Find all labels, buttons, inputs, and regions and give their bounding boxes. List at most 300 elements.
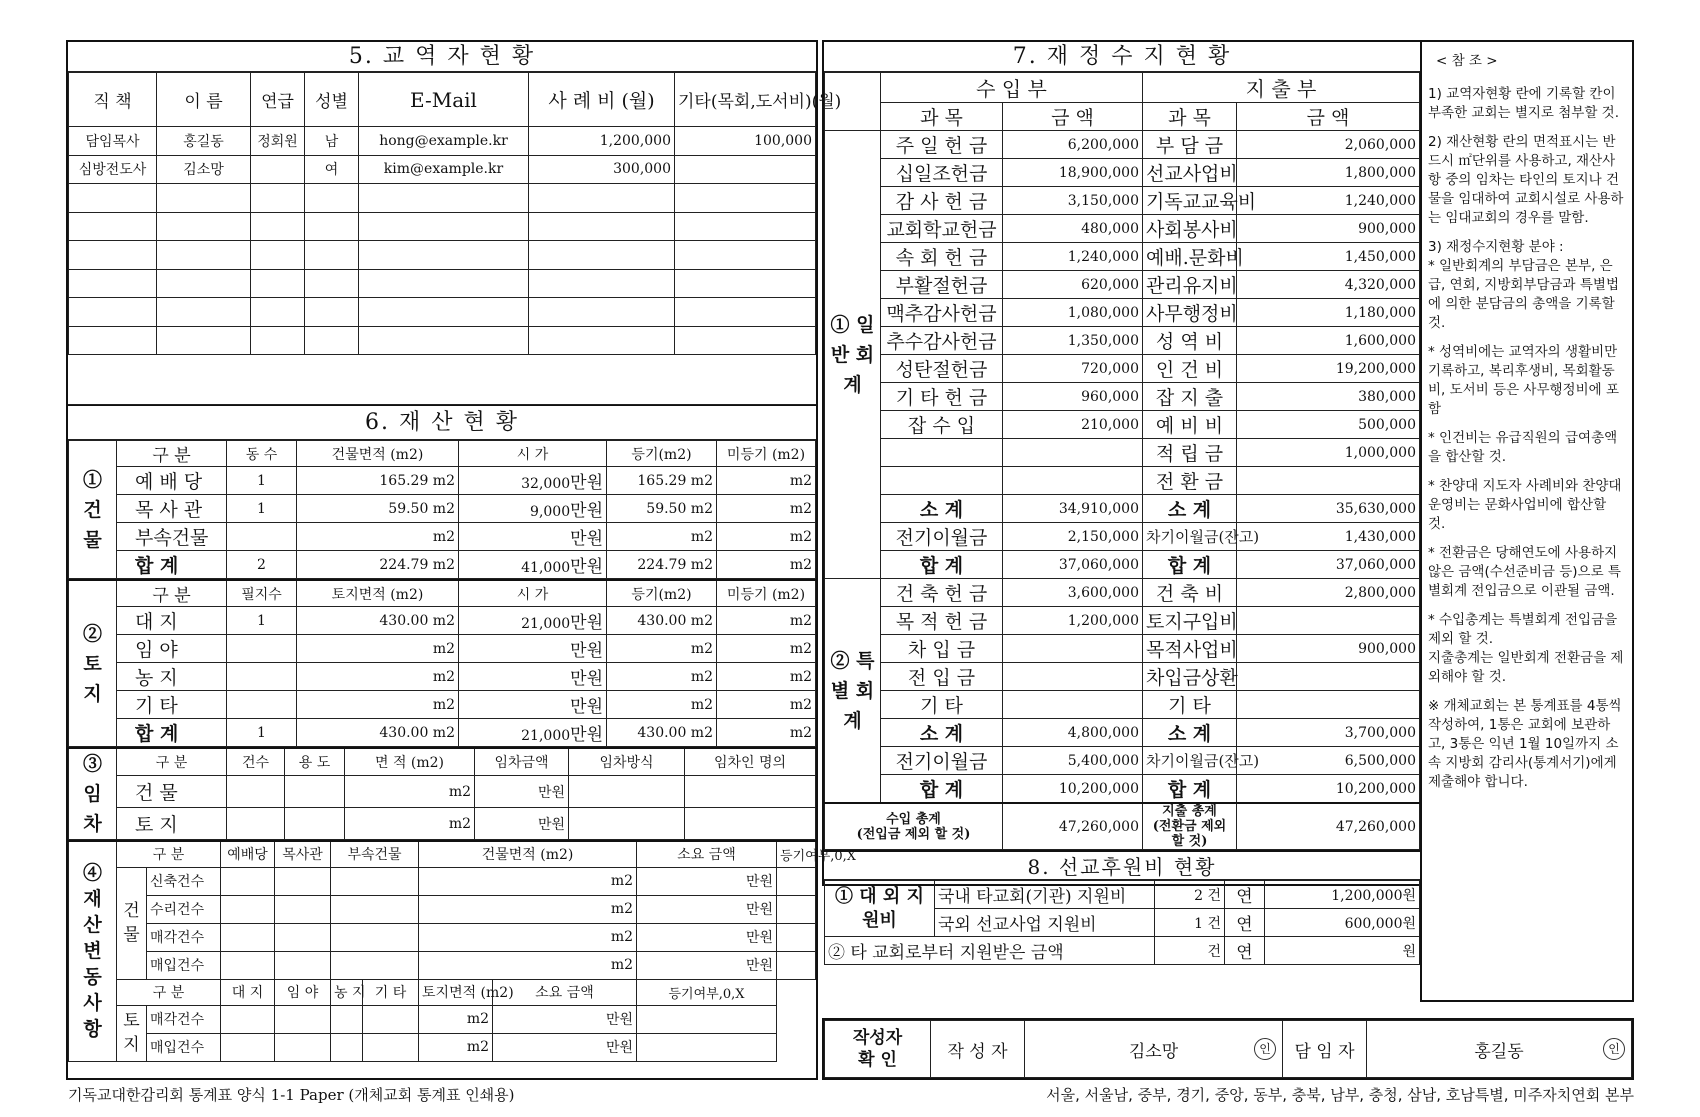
finance-row <box>825 355 1420 383</box>
prop-value-cell[interactable]: 1 <box>227 607 297 635</box>
account-label: 사회봉사비 <box>1143 215 1237 243</box>
note-item: 3) 재정수지현황 분야 : * 일반회계의 부담금은 본부, 은급, 연회, 지방회부담금과 특별법에 의한 분담금의 총액을 기록할 것. <box>1428 239 1619 331</box>
staff-cell[interactable]: 홍길동 <box>157 127 251 156</box>
staff-cell[interactable] <box>675 269 816 298</box>
unit-manwon: 만원 <box>570 529 603 549</box>
prop-value-cell[interactable] <box>459 467 607 495</box>
expense-header: 지 출 부 <box>1143 73 1420 103</box>
support-cell[interactable]: 1 건 <box>1155 909 1225 937</box>
account-label: 기 타 헌 금 <box>881 383 1003 411</box>
amount-cell[interactable]: 10,200,000 <box>1003 775 1143 804</box>
staff-cell[interactable] <box>251 184 305 213</box>
amount-cell[interactable] <box>1237 607 1420 635</box>
change-cell[interactable] <box>331 951 419 979</box>
account-label: 소 계 <box>1143 495 1237 523</box>
amount-cell[interactable]: 900,000 <box>1237 215 1420 243</box>
change-cell[interactable] <box>221 867 275 895</box>
prop-value-cell[interactable]: 1 <box>227 467 297 495</box>
amount-cell[interactable]: 1,000,000 <box>1237 439 1420 467</box>
change-cell[interactable] <box>275 951 331 979</box>
prop-value-cell[interactable] <box>459 523 607 551</box>
row-label: 부속건물 <box>117 523 227 551</box>
prop-value-cell[interactable]: m2 <box>717 719 816 747</box>
prop-value-cell[interactable] <box>227 523 297 551</box>
amount-cell[interactable] <box>1003 691 1143 719</box>
change-header: 기 타 <box>363 979 419 1005</box>
lease-cell[interactable] <box>685 808 816 840</box>
staff-cell[interactable] <box>251 326 305 355</box>
change-header: 농 지 <box>331 979 363 1005</box>
prop-value-cell[interactable]: m2 <box>717 467 816 495</box>
amount-cell[interactable]: 4,320,000 <box>1237 271 1420 299</box>
mission-support-table <box>824 880 1420 965</box>
author-confirm-label: 작성자 확 인 <box>825 1021 931 1078</box>
amount-cell[interactable]: 500,000 <box>1237 411 1420 439</box>
prop-value-cell[interactable] <box>459 607 607 635</box>
amount-cell[interactable]: 1,430,000 <box>1237 523 1420 551</box>
change-cell[interactable] <box>363 1005 419 1033</box>
staff-row <box>69 155 816 184</box>
change-header: 부속건물 <box>331 841 419 867</box>
change-header: 등기여부,0,X <box>637 979 777 1005</box>
building-sub-label: 건 물 <box>117 867 147 979</box>
prop-value-cell[interactable]: 59.50 m2 <box>297 495 459 523</box>
lease-cell[interactable] <box>569 776 685 808</box>
finance-row <box>825 495 1420 523</box>
prop-value-cell[interactable]: 430.00 m2 <box>607 719 717 747</box>
staff-cell[interactable] <box>359 241 529 270</box>
amount-cell[interactable]: 34,910,000 <box>1003 495 1143 523</box>
staff-cell[interactable] <box>359 269 529 298</box>
change-cell[interactable]: m2 <box>419 951 637 979</box>
prop-value-cell[interactable]: 165.29 m2 <box>297 467 459 495</box>
amount-cell[interactable] <box>1003 467 1143 495</box>
account-label: 예배.문화비 <box>1143 243 1237 271</box>
amount-cell[interactable]: 1,450,000 <box>1237 243 1420 271</box>
prop-row <box>69 467 816 495</box>
prop-value-cell[interactable]: m2 <box>717 495 816 523</box>
change-cell[interactable]: m2 <box>419 1005 493 1033</box>
prop-value-cell[interactable]: m2 <box>607 691 717 719</box>
prop-value-cell[interactable] <box>459 495 607 523</box>
support-cell[interactable]: 원 <box>1265 937 1420 965</box>
change-cell[interactable] <box>777 895 816 923</box>
staff-cell[interactable] <box>157 298 251 327</box>
amount-cell[interactable]: 1,350,000 <box>1003 327 1143 355</box>
account-label: 적 립 금 <box>1143 439 1237 467</box>
staff-cell[interactable] <box>529 241 675 270</box>
lease-cell[interactable]: 만원 <box>475 776 569 808</box>
staff-header: E-Mail <box>359 73 529 127</box>
amount-cell[interactable]: 960,000 <box>1003 383 1143 411</box>
staff-cell[interactable] <box>69 269 157 298</box>
change-cell[interactable]: 만원 <box>637 951 777 979</box>
prop-value-cell[interactable]: m2 <box>717 663 816 691</box>
writer-field[interactable] <box>1025 1021 1283 1078</box>
staff-cell[interactable] <box>157 269 251 298</box>
support-cell[interactable]: 연 <box>1225 881 1265 909</box>
prop-value-cell[interactable]: m2 <box>607 635 717 663</box>
staff-cell[interactable] <box>69 241 157 270</box>
prop-value-cell[interactable]: m2 <box>717 523 816 551</box>
staff-cell[interactable] <box>675 212 816 241</box>
lease-cell[interactable] <box>685 776 816 808</box>
change-cell[interactable] <box>363 1033 419 1061</box>
prop-value-cell[interactable] <box>459 635 607 663</box>
staff-cell[interactable]: 김소망 <box>157 155 251 184</box>
prop-value-cell[interactable]: m2 <box>297 691 459 719</box>
staff-cell[interactable]: 100,000 <box>675 127 816 156</box>
staff-cell[interactable] <box>675 326 816 355</box>
account-label: 합 계 <box>1143 551 1237 579</box>
prop-value-cell[interactable]: 430.00 m2 <box>297 719 459 747</box>
change-header: 토지면적 (m2) <box>419 979 493 1005</box>
support-cell[interactable]: 1,200,000원 <box>1265 881 1420 909</box>
staff-cell[interactable] <box>529 184 675 213</box>
section-7-title: 7. 재 정 수 지 현 황 <box>824 42 1420 72</box>
staff-cell[interactable] <box>359 212 529 241</box>
lease-cell[interactable]: m2 <box>345 808 475 840</box>
support-cell[interactable]: 연 <box>1225 937 1265 965</box>
prop-value-cell[interactable] <box>459 663 607 691</box>
prop-value-cell[interactable]: m2 <box>717 607 816 635</box>
prop-value-cell[interactable] <box>227 635 297 663</box>
prop-header: 시 가 <box>459 441 607 467</box>
staff-cell[interactable] <box>359 326 529 355</box>
amount-cell[interactable]: 19,200,000 <box>1237 355 1420 383</box>
amount-cell[interactable]: 380,000 <box>1237 383 1420 411</box>
staff-cell[interactable]: 1,200,000 <box>529 127 675 156</box>
lease-cell[interactable] <box>285 808 345 840</box>
building-table <box>68 440 816 579</box>
staff-cell[interactable] <box>305 241 359 270</box>
staff-cell[interactable]: 담임목사 <box>69 127 157 156</box>
row-label: 기 타 <box>117 691 227 719</box>
prop-value-cell[interactable] <box>459 691 607 719</box>
amount-cell[interactable]: 6,500,000 <box>1237 747 1420 775</box>
account-side-label: ① 일 반 회 계 <box>825 131 881 579</box>
prop-value-cell[interactable]: 1 <box>227 719 297 747</box>
account-label: 전 입 금 <box>881 663 1003 691</box>
prop-value-cell[interactable] <box>459 551 607 579</box>
change-cell[interactable]: m2 <box>419 867 637 895</box>
staff-cell[interactable] <box>675 184 816 213</box>
amount-cell[interactable]: 35,630,000 <box>1237 495 1420 523</box>
note-item: 1) 교역자현황 란에 기록할 칸이 부족한 교회는 별지로 첨부할 것. <box>1428 86 1619 121</box>
prop-value-cell[interactable]: 59.50 m2 <box>607 495 717 523</box>
prop-value-cell[interactable]: 224.79 m2 <box>297 551 459 579</box>
account-label: 관리유지비 <box>1143 271 1237 299</box>
amount-cell[interactable]: 2,800,000 <box>1237 579 1420 607</box>
amount-cell[interactable] <box>1003 439 1143 467</box>
prop-value-cell[interactable]: m2 <box>297 523 459 551</box>
support-cell[interactable]: 건 <box>1155 937 1225 965</box>
finance-row <box>825 383 1420 411</box>
staff-cell[interactable] <box>529 326 675 355</box>
note-item: * 인건비는 유급직원의 급여총액을 합산할 것. <box>1428 430 1618 465</box>
amount-cell[interactable]: 1,200,000 <box>1003 607 1143 635</box>
amount-cell[interactable]: 3,150,000 <box>1003 187 1143 215</box>
lease-cell[interactable]: 만원 <box>475 808 569 840</box>
prop-header: 구 분 <box>117 441 227 467</box>
staff-cell[interactable] <box>675 298 816 327</box>
amount-cell[interactable]: 3,700,000 <box>1237 719 1420 747</box>
staff-cell[interactable] <box>305 184 359 213</box>
change-cell[interactable]: 만원 <box>493 1033 637 1061</box>
account-label: 맥추감사헌금 <box>881 299 1003 327</box>
amount-cell[interactable]: 18,900,000 <box>1003 159 1143 187</box>
staff-cell[interactable] <box>69 298 157 327</box>
staff-header: 직 책 <box>69 73 157 127</box>
change-cell[interactable] <box>637 1005 777 1033</box>
prop-value-cell[interactable] <box>459 719 607 747</box>
section-side-label: ② 토 지 <box>69 580 117 747</box>
prop-value-cell[interactable] <box>227 691 297 719</box>
amount-cell[interactable] <box>1237 663 1420 691</box>
staff-cell[interactable] <box>69 212 157 241</box>
staff-cell[interactable]: kim@example.kr <box>359 155 529 184</box>
staff-cell[interactable] <box>529 269 675 298</box>
unit-manwon: 만원 <box>570 557 603 577</box>
staff-cell[interactable] <box>69 326 157 355</box>
amount-cell[interactable]: 1,240,000 <box>1237 187 1420 215</box>
staff-cell[interactable]: 심방전도사 <box>69 155 157 184</box>
change-cell[interactable] <box>275 895 331 923</box>
staff-cell[interactable]: 300,000 <box>529 155 675 184</box>
total-expense-value[interactable]: 47,260,000 <box>1237 803 1420 850</box>
amount-cell[interactable]: 1,080,000 <box>1003 299 1143 327</box>
account-label: 합 계 <box>881 775 1003 804</box>
row-label: 매입건수 <box>147 951 221 979</box>
change-cell[interactable] <box>221 1033 275 1061</box>
price-value: 32,000 <box>521 476 571 492</box>
prop-header: 등기(m2) <box>607 580 717 607</box>
change-cell[interactable]: 만원 <box>493 1005 637 1033</box>
corner-blank <box>825 73 881 131</box>
change-cell[interactable]: m2 <box>419 1033 493 1061</box>
change-cell[interactable]: 만원 <box>637 895 777 923</box>
staff-cell[interactable] <box>157 241 251 270</box>
change-cell[interactable] <box>221 895 275 923</box>
staff-cell[interactable] <box>251 241 305 270</box>
staff-cell[interactable]: 여 <box>305 155 359 184</box>
change-cell[interactable] <box>275 1005 331 1033</box>
amount-cell[interactable]: 1,240,000 <box>1003 243 1143 271</box>
external-support-label: ① 대 외 지원비 <box>825 881 935 937</box>
staff-cell[interactable] <box>305 212 359 241</box>
staff-cell[interactable]: 남 <box>305 127 359 156</box>
prop-value-cell[interactable]: m2 <box>717 551 816 579</box>
amount-cell[interactable]: 10,200,000 <box>1237 775 1420 804</box>
row-label: 매각건수 <box>147 923 221 951</box>
lease-cell[interactable] <box>227 776 285 808</box>
unit-manwon: 만원 <box>570 613 603 633</box>
lease-cell[interactable] <box>227 808 285 840</box>
staff-cell[interactable] <box>251 155 305 184</box>
finance-row <box>825 719 1420 747</box>
prop-value-cell[interactable]: m2 <box>297 635 459 663</box>
note-item: * 수입총계는 특별회계 전입금을 제외 할 것. 지출총계는 일반회계 전환금을 제외해야 할 것. <box>1428 612 1624 685</box>
price-value: 21,000 <box>521 728 571 744</box>
income-header: 수 입 부 <box>881 73 1143 103</box>
prop-value-cell[interactable]: 430.00 m2 <box>297 607 459 635</box>
change-cell[interactable] <box>331 1033 363 1061</box>
amount-cell[interactable]: 620,000 <box>1003 271 1143 299</box>
staff-row <box>69 127 816 156</box>
staff-cell[interactable] <box>305 269 359 298</box>
lease-header: 임차방식 <box>569 748 685 776</box>
finance-row <box>825 271 1420 299</box>
finance-row <box>825 691 1420 719</box>
prop-value-cell[interactable]: 165.29 m2 <box>607 467 717 495</box>
account-label: 추수감사헌금 <box>881 327 1003 355</box>
writer-name: 김소망 <box>1128 1041 1179 1062</box>
staff-header: 성별 <box>305 73 359 127</box>
staff-row <box>69 184 816 213</box>
change-cell[interactable] <box>777 951 816 979</box>
staff-cell[interactable] <box>675 241 816 270</box>
row-label: 대 지 <box>117 607 227 635</box>
amount-cell[interactable]: 720,000 <box>1003 355 1143 383</box>
finance-row <box>825 607 1420 635</box>
account-label: 전 환 금 <box>1143 467 1237 495</box>
staff-cell[interactable] <box>675 155 816 184</box>
staff-cell[interactable] <box>529 298 675 327</box>
section-6-title: 6. 재 산 현 황 <box>68 404 816 440</box>
row-label: 수리건수 <box>147 895 221 923</box>
support-label: 국내 타교회(기관) 지원비 <box>935 881 1155 909</box>
change-cell[interactable] <box>331 923 419 951</box>
staff-cell[interactable] <box>69 184 157 213</box>
account-label: 전기이월금 <box>881 523 1003 551</box>
change-cell[interactable] <box>221 923 275 951</box>
total-income-value[interactable]: 47,260,000 <box>1003 803 1143 850</box>
price-value: 21,000 <box>521 616 571 632</box>
amount-cell[interactable]: 210,000 <box>1003 411 1143 439</box>
prop-value-cell[interactable]: 1 <box>227 495 297 523</box>
staff-cell[interactable] <box>305 326 359 355</box>
amount-cell[interactable]: 5,400,000 <box>1003 747 1143 775</box>
note-item: 2) 재산현황 란의 면적표시는 반드시 ㎡단위를 사용하고, 재산사항 중의 임차는 타인의 토지나 건물을 임대하여 교회시설로 사용하는 임대교회의 경우를 말함. <box>1428 134 1624 226</box>
prop-header: 등기(m2) <box>607 441 717 467</box>
amount-cell[interactable]: 2,060,000 <box>1237 131 1420 159</box>
staff-cell[interactable] <box>359 184 529 213</box>
staff-cell[interactable] <box>157 212 251 241</box>
change-cell[interactable] <box>331 895 419 923</box>
staff-cell[interactable] <box>359 298 529 327</box>
amount-cell[interactable] <box>1237 467 1420 495</box>
finance-subheader: 금 액 <box>1003 103 1143 131</box>
amount-cell[interactable]: 37,060,000 <box>1237 551 1420 579</box>
change-cell[interactable] <box>275 867 331 895</box>
prop-value-cell[interactable]: m2 <box>717 635 816 663</box>
lease-table <box>68 747 816 840</box>
prop-value-cell[interactable]: 224.79 m2 <box>607 551 717 579</box>
amount-cell[interactable]: 900,000 <box>1237 635 1420 663</box>
prop-value-cell[interactable]: 2 <box>227 551 297 579</box>
finance-row <box>825 523 1420 551</box>
row-label: 매각건수 <box>147 1005 221 1033</box>
staff-cell[interactable] <box>251 269 305 298</box>
amount-cell[interactable]: 480,000 <box>1003 215 1143 243</box>
change-cell[interactable]: 만원 <box>637 867 777 895</box>
staff-header: 연급 <box>251 73 305 127</box>
prop-row <box>69 719 816 747</box>
account-label: 건 축 헌 금 <box>881 579 1003 607</box>
support-cell[interactable]: 2 건 <box>1155 881 1225 909</box>
staff-cell[interactable] <box>529 212 675 241</box>
staff-row <box>69 269 816 298</box>
change-cell[interactable] <box>637 1033 777 1061</box>
change-cell[interactable] <box>275 1033 331 1061</box>
pastor-field[interactable] <box>1367 1021 1632 1078</box>
amount-cell[interactable]: 2,150,000 <box>1003 523 1143 551</box>
staff-cell[interactable] <box>305 298 359 327</box>
change-cell[interactable]: m2 <box>419 923 637 951</box>
amount-cell[interactable]: 1,800,000 <box>1237 159 1420 187</box>
row-label: 임 야 <box>117 635 227 663</box>
amount-cell[interactable]: 4,800,000 <box>1003 719 1143 747</box>
lease-cell[interactable] <box>569 808 685 840</box>
prop-row <box>69 635 816 663</box>
prop-value-cell[interactable]: m2 <box>717 691 816 719</box>
change-cell[interactable] <box>275 923 331 951</box>
change-cell[interactable]: m2 <box>419 895 637 923</box>
staff-cell[interactable]: 정회원 <box>251 127 305 156</box>
lease-header: 건수 <box>227 748 285 776</box>
staff-cell[interactable]: hong@example.kr <box>359 127 529 156</box>
prop-value-cell[interactable]: m2 <box>607 663 717 691</box>
support-cell[interactable]: 연 <box>1225 909 1265 937</box>
writer-label: 작 성 자 <box>931 1021 1025 1078</box>
prop-value-cell[interactable]: 430.00 m2 <box>607 607 717 635</box>
staff-cell[interactable] <box>157 326 251 355</box>
prop-value-cell[interactable]: m2 <box>297 663 459 691</box>
amount-cell[interactable] <box>1237 691 1420 719</box>
amount-cell[interactable]: 6,200,000 <box>1003 131 1143 159</box>
staff-cell[interactable] <box>251 212 305 241</box>
change-cell[interactable] <box>777 923 816 951</box>
change-cell[interactable] <box>331 867 419 895</box>
change-cell[interactable]: 만원 <box>637 923 777 951</box>
amount-cell[interactable] <box>1003 663 1143 691</box>
finance-row <box>825 467 1420 495</box>
lease-header: 면 적 (m2) <box>345 748 475 776</box>
change-cell[interactable] <box>777 867 816 895</box>
prop-value-cell[interactable]: m2 <box>607 523 717 551</box>
finance-row <box>825 243 1420 271</box>
amount-cell[interactable]: 37,060,000 <box>1003 551 1143 579</box>
support-cell[interactable]: 600,000원 <box>1265 909 1420 937</box>
land-sub-label: 토 지 <box>117 1005 147 1061</box>
account-label: 소 계 <box>1143 719 1237 747</box>
staff-cell[interactable] <box>157 184 251 213</box>
change-cell[interactable] <box>221 951 275 979</box>
amount-cell[interactable]: 1,600,000 <box>1237 327 1420 355</box>
lease-cell[interactable] <box>285 776 345 808</box>
change-cell[interactable] <box>331 1005 363 1033</box>
finance-row <box>825 747 1420 775</box>
staff-cell[interactable] <box>251 298 305 327</box>
amount-cell[interactable]: 3,600,000 <box>1003 579 1143 607</box>
change-cell[interactable] <box>221 1005 275 1033</box>
lease-cell[interactable]: m2 <box>345 776 475 808</box>
lease-side-label: ③ 임 차 <box>69 748 117 840</box>
note-item: * 찬양대 지도자 사례비와 찬양대 운영비는 문화사업비에 합산할 것. <box>1428 478 1622 532</box>
prop-value-cell[interactable] <box>227 663 297 691</box>
amount-cell[interactable] <box>1003 635 1143 663</box>
amount-cell[interactable]: 1,180,000 <box>1237 299 1420 327</box>
